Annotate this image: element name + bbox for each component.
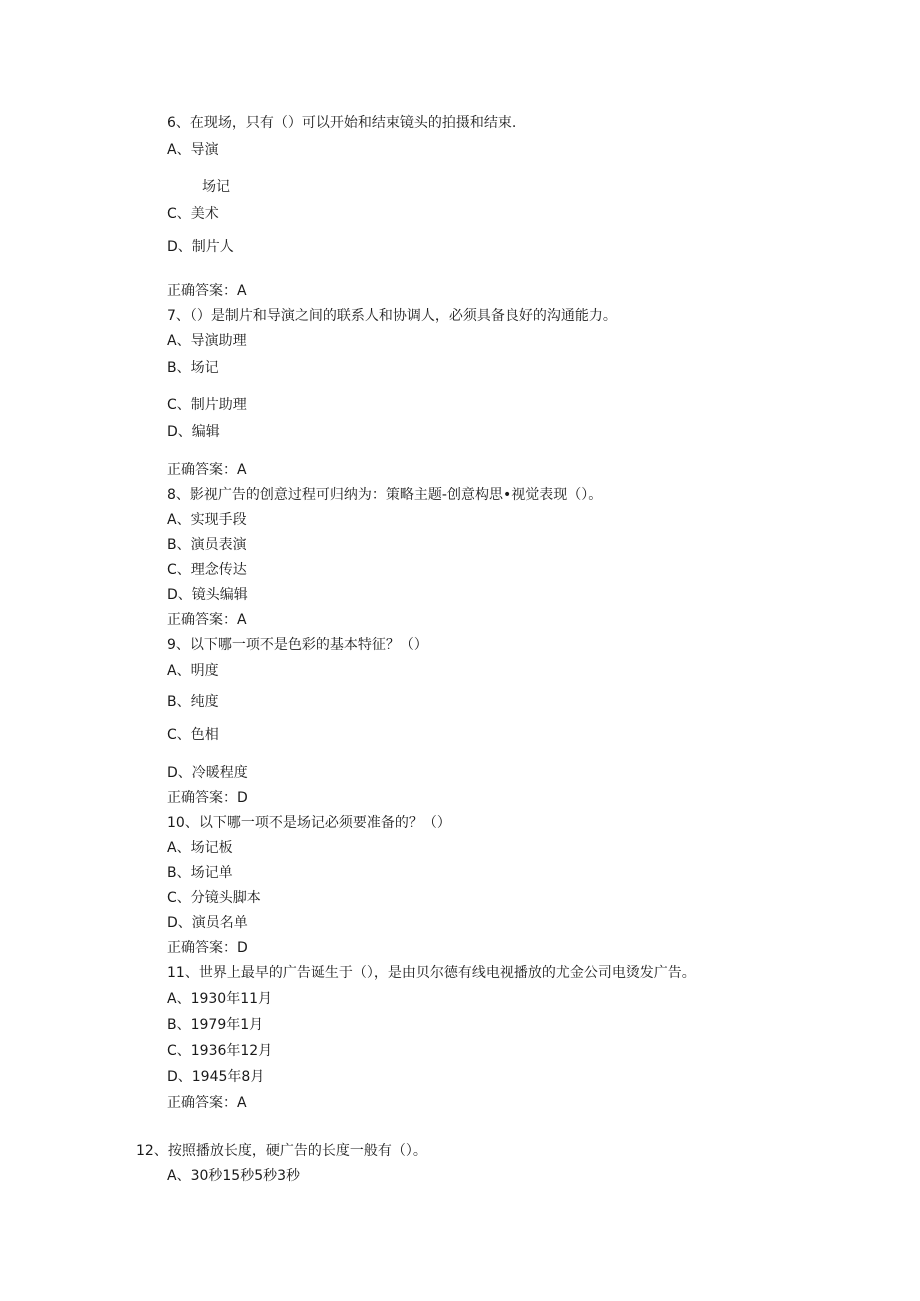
option-d: D、1945年8月 (167, 1069, 265, 1085)
question-stem: 10、以下哪一项不是场记必须要准备的？（） (167, 815, 451, 831)
question-stem: 7、（）是制片和导演之间的联系人和协调人，必须具备良好的沟通能力。 (167, 308, 617, 324)
answer-label: 正确答案：A (167, 1095, 247, 1111)
option-a: A、导演助理 (167, 333, 247, 349)
question-stem: 12、按照播放长度，硬广告的长度一般有（）。 (136, 1143, 427, 1159)
option-d: D、演员名单 (167, 915, 248, 931)
option-c: C、理念传达 (167, 562, 247, 578)
question-stem: 6、在现场，只有（）可以开始和结束镜头的拍摄和结束. (167, 115, 517, 131)
option-d: D、冷暖程度 (167, 765, 248, 781)
answer-label: 正确答案：A (167, 612, 247, 628)
option-b: B、场记 (167, 360, 219, 376)
option-a: A、1930年11月 (167, 991, 273, 1007)
question-stem: 8、影视广告的创意过程可归纳为：策略主题-创意构思•视觉表现（）。 (167, 487, 603, 503)
option-c: C、色相 (167, 727, 219, 743)
option-d: D、制片人 (167, 239, 234, 255)
answer-label: 正确答案：A (167, 283, 247, 299)
option-b: B、场记单 (167, 865, 233, 881)
option-b: B、纯度 (167, 694, 219, 710)
option-d: D、镜头编辑 (167, 587, 248, 603)
answer-label: 正确答案：D (167, 940, 248, 956)
option-d: D、编辑 (167, 424, 220, 440)
question-stem: 11、世界上最早的广告诞生于（），是由贝尔德有线电视播放的尤金公司电烫发广告。 (167, 965, 696, 981)
option-a: A、30秒15秒5秒3秒 (167, 1168, 301, 1184)
option-b: 场记 (202, 179, 230, 195)
answer-label: 正确答案：D (167, 790, 248, 806)
option-c: C、1936年12月 (167, 1043, 273, 1059)
question-stem: 9、以下哪一项不是色彩的基本特征？（） (167, 637, 428, 653)
option-a: A、明度 (167, 663, 219, 679)
option-c: C、美术 (167, 206, 219, 222)
option-b: B、演员表演 (167, 537, 247, 553)
option-b: B、1979年1月 (167, 1017, 264, 1033)
option-c: C、制片助理 (167, 397, 247, 413)
option-a: A、实现手段 (167, 512, 247, 528)
option-c: C、分镜头脚本 (167, 890, 261, 906)
option-a: A、场记板 (167, 840, 233, 856)
answer-label: 正确答案：A (167, 462, 247, 478)
option-a: A、导演 (167, 142, 219, 158)
